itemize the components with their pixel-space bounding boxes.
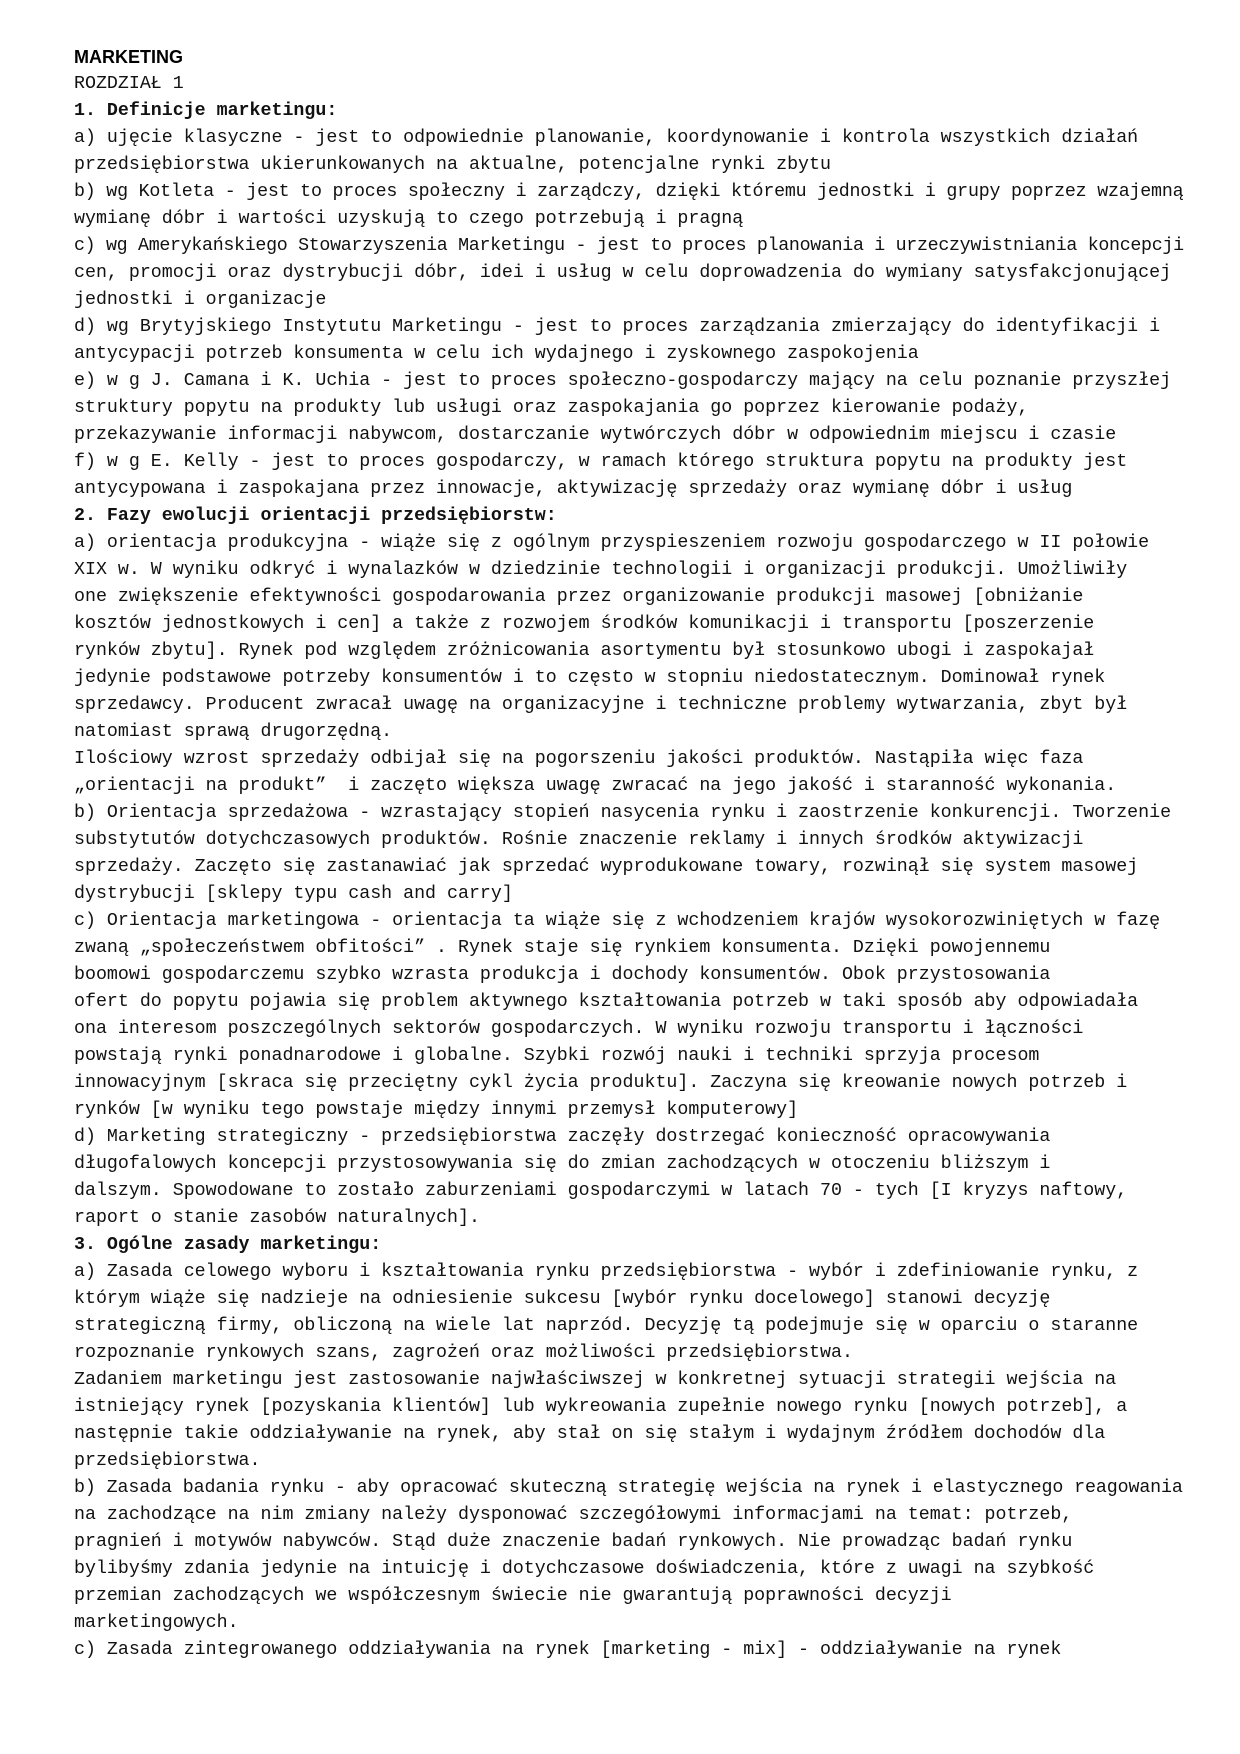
document-body: [74, 71, 1184, 1664]
text-line: a) orientacja produkcyjna - wiąże się z ogólnym przyspieszeniem rozwoju gospodarczego w II połowie: [74, 533, 1150, 553]
text-line: b) Zasada badania rynku - aby opracować skuteczną strategię wejścia na rynek i elastycznego reagowania: [74, 1478, 1183, 1498]
text-line: dalszym. Spowodowane to zostało zaburzeniami gospodarczymi w latach 70 - tych [I kryzys naftowy,: [74, 1181, 1128, 1201]
text-line: c) wg Amerykańskiego Stowarzyszenia Marketingu - jest to proces planowania i urzeczywistniania koncepcji: [74, 236, 1184, 256]
text-line: rynków [w wyniku tego powstaje między innymi przemysł komputerowy]: [74, 1100, 799, 1120]
text-line: przekazywanie informacji nabywcom, dostarczanie wytwórczych dóbr w odpowiednim miejscu i czasie: [74, 425, 1117, 445]
text-line: zwaną „społeczeństwem obfitości” . Rynek staje się rynkiem konsumenta. Dzięki powojennemu: [74, 938, 1051, 958]
text-line: XIX w. W wyniku odkryć i wynalazków w dziedzinie technologii i organizacji produkcji. Umożliwiły: [74, 560, 1128, 580]
text-line: d) Marketing strategiczny - przedsiębiorstwa zaczęły dostrzegać konieczność opracowywania: [74, 1127, 1051, 1147]
text-line: c) Orientacja marketingowa - orientacja ta wiąże się z wchodzeniem krajów wysokorozwiniętych w fazę: [74, 911, 1161, 931]
text-line: przedsiębiorstwa.: [74, 1451, 261, 1471]
section-heading: 2. Fazy ewolucji orientacji przedsiębiorstw:: [74, 506, 557, 526]
text-line: substytutów dotychczasowych produktów. Rośnie znaczenie reklamy i innych środków aktywizacji: [74, 830, 1084, 850]
text-line: marketingowych.: [74, 1613, 239, 1633]
text-line: powstają rynki ponadnarodowe i globalne. Szybki rozwój nauki i techniki sprzyja procesom: [74, 1046, 1040, 1066]
text-line: Zadaniem marketingu jest zastosowanie najwłaściwszej w konkretnej sytuacji strategii wejścia na: [74, 1370, 1117, 1390]
text-line: cen, promocji oraz dystrybucji dóbr, idei i usług w celu doprowadzenia do wymiany satysfakcjonującej: [74, 263, 1172, 283]
text-line: natomiast sprawą drugorzędną.: [74, 722, 393, 742]
text-line: bylibyśmy zdania jedynie na intuicję i dotychczasowe doświadczenia, które z uwagi na szybkość: [74, 1559, 1095, 1579]
text-line: sprzedawcy. Producent zwracał uwagę na organizacyjne i techniczne problemy wytwarzania, zbyt był: [74, 695, 1128, 715]
text-line: a) Zasada celowego wyboru i kształtowania rynku przedsiębiorstwa - wybór i zdefiniowanie rynku, z: [74, 1262, 1139, 1282]
text-line: jedynie podstawowe potrzeby konsumentów i to często w stopniu niedostatecznym. Dominował rynek: [74, 668, 1106, 688]
text-line: ofert do popytu pojawia się problem aktywnego kształtowania potrzeb w taki sposób aby odpowiadała: [74, 992, 1139, 1012]
text-line: Ilościowy wzrost sprzedaży odbijał się na pogorszeniu jakości produktów. Nastąpiła więc faza: [74, 749, 1084, 769]
text-line: b) Orientacja sprzedażowa - wzrastający stopień nasycenia rynku i zaostrzenie konkurencji. Tworzenie: [74, 803, 1172, 823]
text-line: sprzedaży. Zaczęto się zastanawiać jak sprzedać wyprodukowane towary, rozwinął się system masowej: [74, 857, 1139, 877]
text-line: raport o stanie zasobów naturalnych].: [74, 1208, 480, 1228]
text-line: na zachodzące na nim zmiany należy dysponować szczegółowymi informacjami na temat: potrzeb,: [74, 1505, 1073, 1525]
text-line: f) w g E. Kelly - jest to proces gospodarczy, w ramach którego struktura popytu na produkty jest: [74, 452, 1128, 472]
text-line: one zwiększenie efektywności gospodarowania przez organizowanie produkcji masowej [obniżanie: [74, 587, 1084, 607]
text-line: dystrybucji [sklepy typu cash and carry]: [74, 884, 513, 904]
text-line: rozpoznanie rynkowych szans, zagrożeń oraz możliwości przedsiębiorstwa.: [74, 1343, 853, 1363]
text-line: wymianę dóbr i wartości uzyskują to czego potrzebują i pragną: [74, 209, 744, 229]
text-line: b) wg Kotleta - jest to proces społeczny i zarządczy, dzięki któremu jednostki i grupy poprzez wzajemną: [74, 182, 1184, 202]
document-page: [74, 44, 1184, 1664]
section-heading: 3. Ogólne zasady marketingu:: [74, 1235, 382, 1255]
text-line: rynków zbytu]. Rynek pod względem zróżnicowania asortymentu był stosunkowo ubogi i zaspokajał: [74, 641, 1095, 661]
text-line: e) w g J. Camana i K. Uchia - jest to proces społeczno-gospodarczy mający na celu poznanie przyszłej: [74, 371, 1172, 391]
text-line: c) Zasada zintegrowanego oddziaływania na rynek [marketing - mix] - oddziaływanie na rynek: [74, 1640, 1062, 1660]
text-line: przemian zachodzących we współczesnym świecie nie gwarantują poprawności decyzji: [74, 1586, 952, 1606]
text-line: strategiczną firmy, obliczoną na wiele lat naprzód. Decyzję tą podejmuje się w oparciu o staranne: [74, 1316, 1139, 1336]
text-line: boomowi gospodarczemu szybko wzrasta produkcja i dochody konsumentów. Obok przystosowania: [74, 965, 1051, 985]
text-line: antycypowana i zaspokajana przez innowacje, aktywizację sprzedaży oraz wymianę dóbr i usług: [74, 479, 1073, 499]
text-line: d) wg Brytyjskiego Instytutu Marketingu - jest to proces zarządzania zmierzający do identyfikacji i: [74, 317, 1161, 337]
text-line: „orientacji na produkt” i zaczęto większa uwagę zwracać na jego jakość i staranność wykonania.: [74, 776, 1117, 796]
text-line: innowacyjnym [skraca się przeciętny cykl życia produktu]. Zaczyna się kreowanie nowych potrzeb i: [74, 1073, 1128, 1093]
document-title: MARKETING: [74, 47, 183, 67]
text-line: kosztów jednostkowych i cen] a także z rozwojem środków komunikacji i transportu [poszerzenie: [74, 614, 1095, 634]
text-line: ROZDZIAŁ 1: [74, 74, 184, 94]
text-line: ona interesom poszczególnych sektorów gospodarczych. W wyniku rozwoju transportu i łączności: [74, 1019, 1084, 1039]
text-line: istniejący rynek [pozyskania klientów] lub wykreowania zupełnie nowego rynku [nowych potrzeb], a: [74, 1397, 1128, 1417]
text-line: a) ujęcie klasyczne - jest to odpowiednie planowanie, koordynowanie i kontrola wszystkich działań: [74, 128, 1139, 148]
text-line: jednostki i organizacje: [74, 290, 327, 310]
section-heading: 1. Definicje marketingu:: [74, 101, 338, 121]
text-line: długofalowych koncepcji przystosowywania się do zmian zachodzących w otoczeniu bliższym i: [74, 1154, 1051, 1174]
text-line: struktury popytu na produkty lub usługi oraz zaspokajania go poprzez kierowanie podaży,: [74, 398, 1029, 418]
text-line: pragnień i motywów nabywców. Stąd duże znaczenie badań rynkowych. Nie prowadząc badań rynku: [74, 1532, 1073, 1552]
text-line: antycypacji potrzeb konsumenta w celu ich wydajnego i zyskownego zaspokojenia: [74, 344, 919, 364]
text-line: którym wiąże się nadzieje na odniesienie sukcesu [wybór rynku docelowego] stanowi decyzję: [74, 1289, 1051, 1309]
text-line: następnie takie oddziaływanie na rynek, aby stał on się stałym i wydajnym źródłem dochodów dla: [74, 1424, 1106, 1444]
text-line: przedsiębiorstwa ukierunkowanych na aktualne, potencjalne rynki zbytu: [74, 155, 831, 175]
